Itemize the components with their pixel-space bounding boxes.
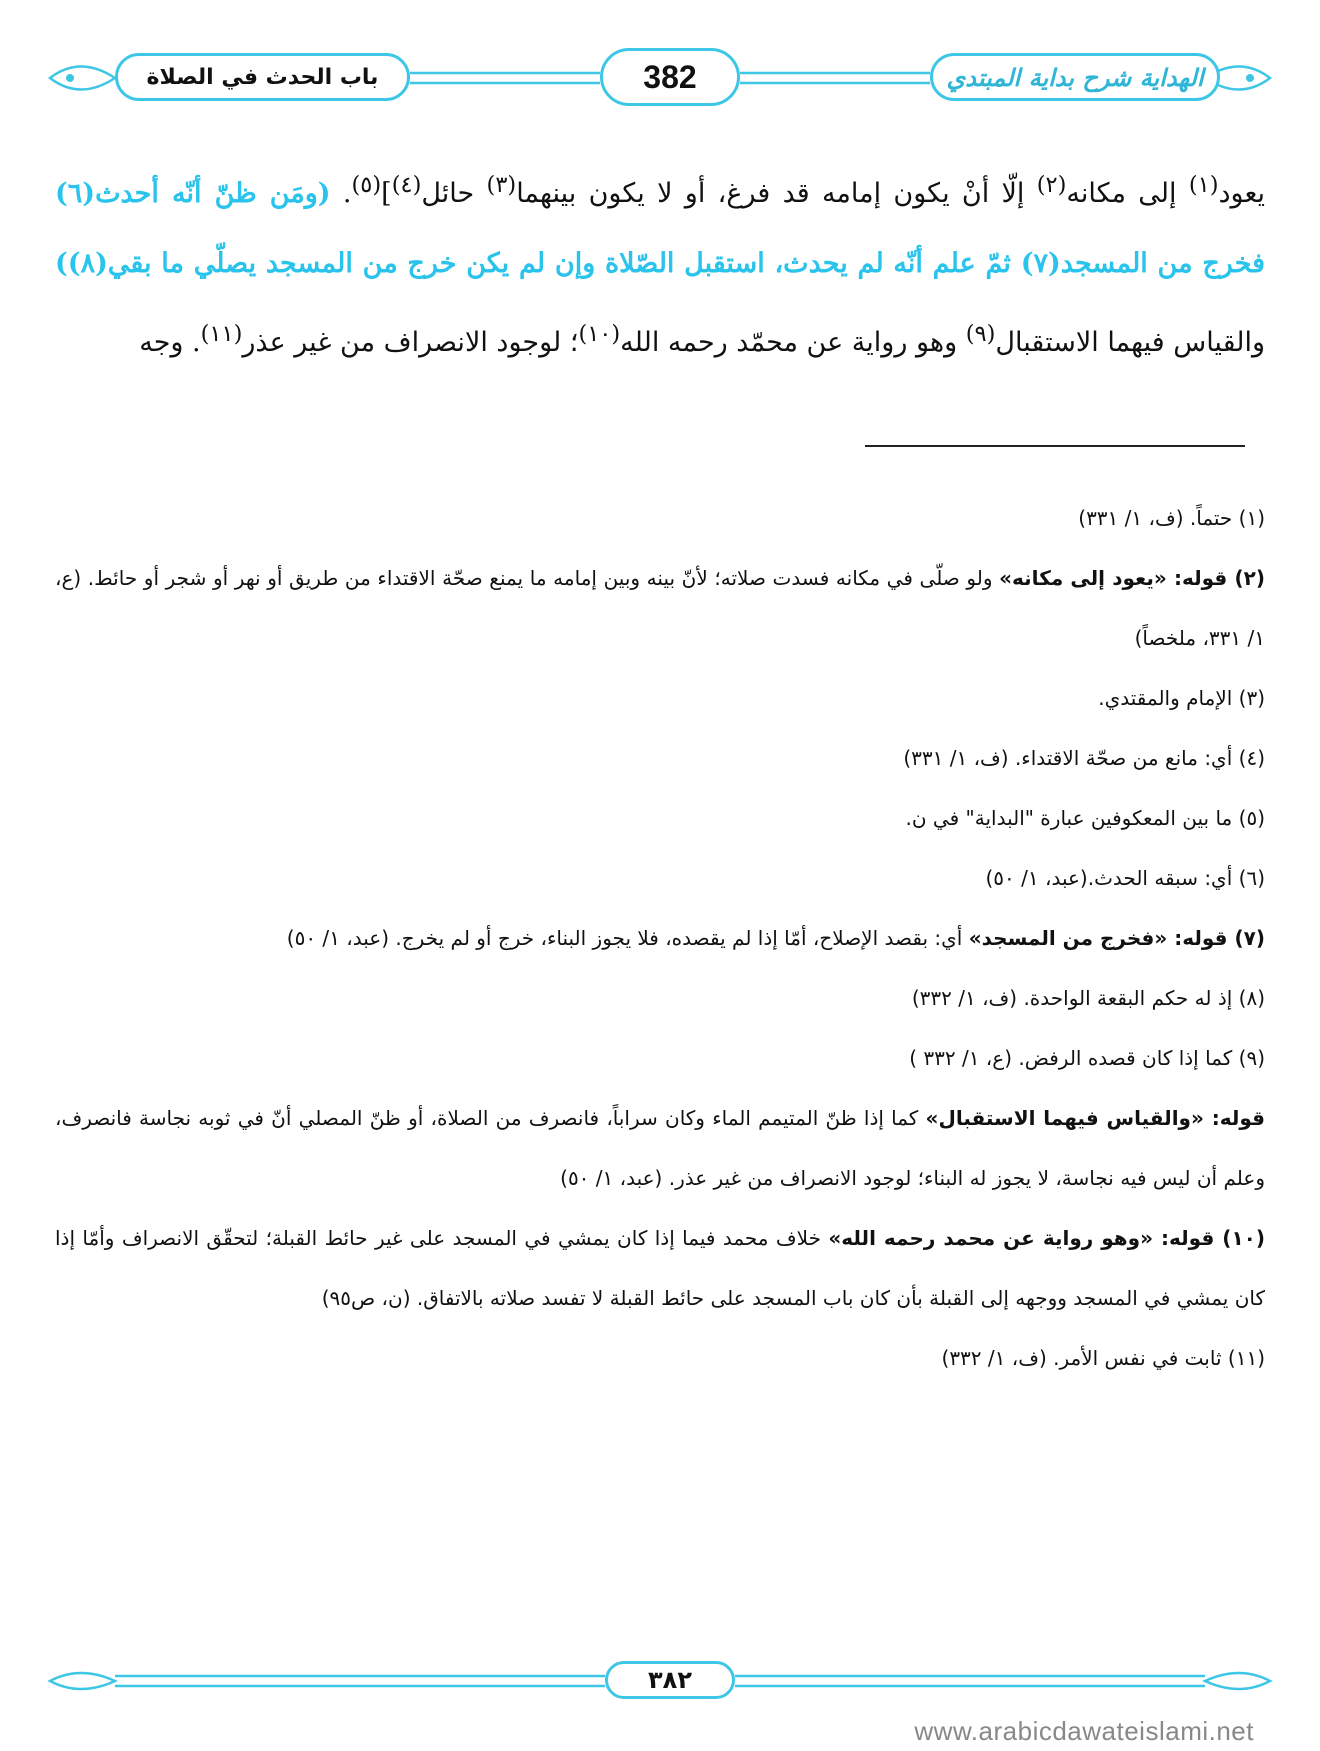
footnote-9-commentary (55, 1088, 1265, 1208)
footnote-5: (٥) ما بين المعكوفين عبارة "البداية" في ن. (905, 806, 1265, 830)
footnote-2 (55, 548, 1265, 668)
chapter-title: باب الحدث في الصلاة (115, 53, 410, 101)
main-text-segment: يعود (1218, 178, 1265, 209)
footnote-6: (٦) أي: سبقه الحدث.(عبد، ١/ ٥٠) (985, 866, 1265, 890)
main-text-segment: ] (381, 178, 392, 209)
main-text-segment: إلّا أنْ يكون إمامه قد فرغ، أو لا يكون بينهما (516, 178, 1037, 209)
footnote-label: قوله: «والقياس فيهما الاستقبال» (925, 1106, 1265, 1130)
main-text-segment: ؛ لوجود الانصراف من غير عذر (242, 327, 579, 358)
footnote-11: (١١) ثابت في نفس الأمر. (ف، ١/ ٣٣٢) (941, 1346, 1265, 1370)
main-text-segment: والقياس فيهما الاستقبال (995, 327, 1265, 358)
footnote-10 (55, 1208, 1265, 1328)
footer-page-number: ٣٨٢ (605, 1661, 735, 1699)
footnote-ref: (٣) (486, 172, 517, 198)
page-footer (40, 1661, 1280, 1701)
footnote-ref: (٩) (965, 321, 996, 347)
page-number: 382 (600, 48, 740, 106)
footnote-label: (١٠) قوله: «وهو رواية عن محمد رحمه الله» (828, 1226, 1266, 1250)
footnote-8: (٨) إذ له حكم البقعة الواحدة. (ف، ١/ ٣٣٢) (911, 986, 1265, 1010)
footnote-separator (865, 445, 1245, 447)
main-text-segment: . (330, 178, 352, 209)
footnote-label: (٢) قوله: «يعود إلى مكانه» (999, 566, 1265, 590)
footnote-4: (٤) أي: مانع من صحّة الاقتداء. (ف، ١/ ٣٣١) (903, 746, 1265, 770)
footnote-ref: (١٠) (578, 321, 621, 347)
footnote-3: (٣) الإمام والمقتدي. (1098, 686, 1265, 710)
footnote-7 (55, 908, 1265, 968)
footnote-text: أي: بقصد الإصلاح، أمّا إذا لم يقصده، فلا يجوز البناء، خرج أو لم يخرج. (عبد، ١/ ٥٠) (286, 926, 969, 950)
main-text-segment: حائل (421, 178, 487, 209)
footnote-label: (٧) قوله: «فخرج من المسجد» (968, 926, 1265, 950)
footnote-text: ولو صلّى في مكانه فسدت صلاته؛ لأنّ بينه وبين إمامه ما يمنع صحّة الاقتداء من طريق أو نهر أو شجر أو حائط. (ع، ١/ ٣٣١، ملخصاً) (55, 566, 1265, 650)
footnotes (55, 488, 1265, 1388)
book-title: الهداية شرح بداية المبتدي (930, 53, 1220, 101)
website-watermark[interactable]: www.arabicdawateislami.net (914, 1716, 1254, 1746)
footnote-ref: (١) (1188, 172, 1219, 198)
main-text-segment: . وجه (139, 327, 201, 358)
matn-highlight-text: (ومَن ظنّ أنّه أحدث(٦) فخرج من المسجد(٧) ثمّ علم أنّه لم يحدث، استقبل الصّلاة وإن لم يكن خرج من المسجد يصلّي ما بقي(٨)) (55, 178, 1265, 279)
main-text (55, 150, 1265, 378)
footnote-9: (٩) كما إذا كان قصده الرفض. (ع، ١/ ٣٣٢ ) (909, 1046, 1265, 1070)
footnote-text: كما إذا ظنّ المتيمم الماء وكان سراباً، فانصرف من الصلاة، أو ظنّ المصلي أنّ في ثوبه نجاسة فانصرف، وعلم أن ليس فيه نجاسة، لا يجوز له البناء؛ لوجود الانصراف من غير عذر. (عبد، ١/ ٥٠) (55, 1106, 1265, 1190)
footnote-ref: (٥) (351, 172, 382, 198)
footnote-ref: (٢) (1036, 172, 1067, 198)
page-header (40, 45, 1280, 111)
main-text-segment: إلى مكانه (1066, 178, 1189, 209)
footnote-text: خلاف محمد فيما إذا كان يمشي في المسجد على غير حائط القبلة؛ لتحقّق الانصراف وأمّا إذا كان يمشي في المسجد ووجهه إلى القبلة بأن كان باب المسجد على حائط القبلة لا تفسد صلاته بالاتفاق. (ن، ص٩٥) (55, 1226, 1265, 1310)
main-text-segment: وهو رواية عن محمّد رحمه الله (620, 327, 966, 358)
footnote-ref: (٤) (391, 172, 422, 198)
footnote-ref: (١١) (200, 321, 243, 347)
footnote-1: (١) حتماً. (ف، ١/ ٣٣١) (1078, 506, 1265, 530)
